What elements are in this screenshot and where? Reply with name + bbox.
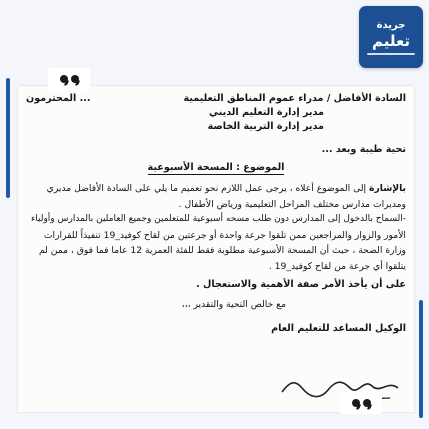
greeting: تحية طيبة وبعد ... (321, 144, 406, 155)
close-quote-icon (340, 392, 382, 414)
newspaper-logo[interactable] (359, 6, 423, 68)
letter-document (18, 86, 414, 412)
open-quote-icon (48, 68, 90, 90)
call-to-action: على أن يأخذ الأمر صفة الأهمية والاستعجال . (196, 279, 406, 290)
address-recipients: السادة الأفاضل / مدراء عموم المناطق التعليمية (183, 93, 406, 104)
subject-text: الموضوع : المسحة الأسبوعية (147, 162, 285, 173)
address-respect: ... المحترمون (26, 93, 91, 104)
body-line-1-rest: إلى الموضوع أعلاه ، يرجى عمل اللازم نحو تعميم ما يلي على السادة الأفاضل مديري (46, 183, 370, 194)
logo-line-1: جريدة (376, 19, 406, 31)
logo-line-2: تعليم (371, 31, 411, 50)
closing-line: مع خالص التحية والتقدير ،،، (181, 299, 286, 310)
letter-body (26, 181, 406, 274)
body-line-2: ومديرات مدارس مختلف المراحل التعليمية ورياض الأطفال . (178, 198, 406, 210)
body-line-1 (26, 181, 406, 197)
signature-title: الوكيل المساعد للتعليم العام (271, 323, 406, 334)
decorative-strip (419, 300, 423, 418)
decorative-strip (6, 78, 10, 198)
address-line-2: مدير إدارة التعليم الديني (209, 107, 324, 118)
letter-content (26, 92, 406, 336)
body-line-6: يتلقوا أي جرعة من لقاح كوفيد_19 . (268, 260, 406, 272)
body-line-4: الأمور والزوار والمراجعين ممن تلقوا جرعة واحدة أو جرعتين من لقاح كوفيد_19 تنفيذاً للقرارات (43, 229, 406, 241)
body-lead: بالإشارة (369, 183, 406, 194)
body-line-5: وزارة الصحة ، حيث أن المسحة الأسبوعية مطلوبة فقط للفئة العمرية 12 عاما فما فوق ، ممن لم (38, 245, 406, 256)
address-line-3: مدير إدارة التربية الخاصة (207, 121, 324, 132)
body-line-3: -السماح بالدخول إلى المدارس دون طلب مسحه أسبوعية للمتعلمين وجميع العاملين بالمدارس وأولياء (31, 214, 406, 224)
logo-underline (367, 53, 415, 55)
address-line-1 (26, 92, 406, 106)
subject-line (26, 161, 406, 175)
